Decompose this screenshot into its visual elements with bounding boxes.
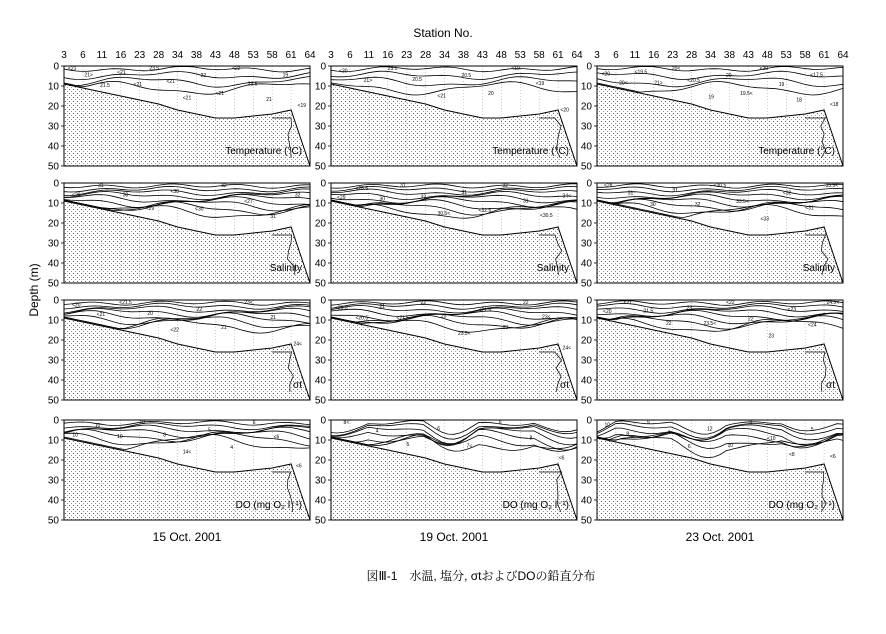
- station-tick-label: 61: [818, 50, 830, 61]
- contour-line: [597, 421, 843, 437]
- contour-label: <20.5: [687, 77, 700, 84]
- contour-label: <33: [760, 216, 769, 223]
- contour-label: <30.5: [539, 213, 553, 219]
- depth-tick-label: 20: [580, 101, 592, 113]
- contour-label: 34<: [562, 193, 572, 200]
- depth-tick-label: 20: [314, 335, 326, 347]
- contour-label: 21>: [363, 77, 373, 84]
- contour-label: 32: [294, 192, 301, 199]
- depth-tick-label: 50: [580, 395, 592, 407]
- contour-label: <10: [767, 436, 776, 443]
- contour-label: <19.5: [634, 69, 648, 76]
- contour-label: <20: [759, 66, 769, 72]
- contour-label: 24<: [293, 341, 302, 348]
- depth-tick-label: 30: [314, 121, 326, 133]
- depth-tick-label: 10: [47, 315, 59, 327]
- contour-label: <27: [244, 198, 253, 205]
- station-tick-label: 16: [648, 50, 660, 61]
- depth-tick-label: 40: [580, 375, 592, 387]
- contour-label: 18: [796, 97, 802, 104]
- contour-label: <30: [195, 206, 204, 213]
- contour-label: 32: [420, 194, 427, 201]
- contour-label: 4: [375, 428, 379, 435]
- contour-label: 23.5<: [703, 320, 717, 327]
- contour-label: 31: [98, 183, 104, 189]
- station-tick-label: 34: [704, 50, 717, 61]
- depth-tick-label: 50: [47, 161, 59, 173]
- depth-tick-label: 20: [314, 218, 326, 230]
- contour-label: 8: [529, 435, 533, 442]
- depth-tick-label: 20: [47, 218, 59, 230]
- panel-variable-label: σt: [560, 380, 569, 391]
- contour-label: <29: [145, 206, 155, 213]
- station-tick-label: 53: [780, 50, 792, 61]
- depth-tick-label: 20: [47, 455, 59, 467]
- contour-label: 21: [221, 325, 227, 331]
- station-tick-label: 34: [171, 50, 184, 61]
- contour-line: [64, 67, 310, 72]
- contour-label: 30: [379, 196, 386, 203]
- depth-tick-label: 0: [586, 295, 592, 307]
- contour-label: 31: [672, 187, 679, 194]
- contour-label: <30: [170, 189, 179, 196]
- contour-label: <21: [623, 300, 633, 306]
- panel-variable-label: Salinity: [802, 263, 835, 274]
- contour-line: [597, 303, 843, 308]
- contour-label: 33.5<: [736, 198, 749, 205]
- contour-label: 32: [221, 183, 227, 189]
- contour-label: 10: [139, 420, 146, 426]
- depth-tick-label: 10: [47, 435, 59, 447]
- depth-tick-label: 0: [320, 415, 326, 427]
- contour-label: 23.5: [247, 81, 258, 88]
- seabed-area: [64, 318, 310, 400]
- station-tick-label: 23: [134, 50, 146, 61]
- depth-tick-label: 10: [580, 198, 592, 210]
- contour-label: 8<: [343, 420, 350, 426]
- contour-label: <21.5: [396, 315, 410, 322]
- contour-label: 31: [270, 213, 276, 220]
- panel-variable-label: Salinity: [269, 263, 302, 274]
- x-axis-title: Station No.: [413, 26, 473, 40]
- depth-tick-label: 0: [586, 178, 592, 190]
- contour-label: <21: [67, 66, 77, 72]
- contour-label: <21.5: [119, 300, 132, 306]
- station-tick-label: 3: [61, 50, 67, 61]
- depth-tick-label: 10: [314, 198, 326, 210]
- contour-line: [331, 301, 577, 305]
- contour-label: 9: [749, 420, 753, 426]
- panel-variable-label: DO (mg O₂ l⁻¹): [768, 500, 835, 511]
- depth-tick-label: 40: [580, 258, 592, 270]
- contour-label: <20: [560, 107, 569, 114]
- station-tick-label: 6: [613, 50, 619, 61]
- contour-label: 10: [604, 422, 611, 429]
- depth-tick-label: 20: [580, 218, 592, 230]
- contour-label: 4: [230, 445, 234, 451]
- contour-label: 22: [200, 73, 207, 80]
- contour-label: 31: [627, 190, 634, 197]
- y-axis-title: Depth (m): [27, 263, 41, 317]
- panel-variable-label: σt: [293, 380, 302, 391]
- contour-label: 8: [626, 431, 630, 438]
- contour-label: <29: [337, 195, 346, 202]
- contour-label: 21: [379, 303, 386, 310]
- contour-label: <21: [96, 311, 106, 318]
- contour-label: <19: [297, 102, 307, 109]
- contour-label: <22: [726, 300, 735, 306]
- contour-label: 31: [400, 183, 406, 189]
- contour-label: <30.5: [713, 183, 727, 189]
- contour-label: <6: [295, 463, 302, 470]
- depth-tick-label: 30: [580, 121, 592, 133]
- contour-label: 5: [810, 426, 814, 433]
- depth-tick-label: 0: [586, 61, 592, 73]
- contour-line: [331, 428, 577, 446]
- contour-line: [64, 301, 310, 305]
- station-tick-label: 48: [228, 50, 240, 61]
- depth-tick-label: 30: [47, 238, 59, 250]
- station-tick-label: 43: [209, 50, 221, 61]
- depth-tick-label: 10: [314, 315, 326, 327]
- contour-label: 20: [147, 311, 153, 318]
- contour-label: 4: [667, 430, 671, 437]
- contour-label: 33.5<: [825, 183, 839, 189]
- depth-tick-label: 0: [320, 61, 326, 73]
- station-tick-label: 11: [96, 50, 108, 61]
- depth-tick-label: 0: [53, 61, 59, 73]
- depth-tick-label: 10: [580, 315, 592, 327]
- contour-label: 6: [498, 420, 502, 426]
- depth-tick-label: 30: [314, 355, 326, 367]
- contour-label: 10: [117, 433, 123, 440]
- depth-tick-label: 20: [47, 101, 59, 113]
- contour-line: [331, 67, 577, 75]
- contour-label: 23: [768, 333, 775, 340]
- depth-tick-label: 10: [314, 435, 326, 447]
- station-tick-label: 28: [686, 50, 698, 61]
- contour-label: <24: [808, 322, 817, 329]
- contour-label: <19: [535, 80, 545, 87]
- station-tick-label: 43: [742, 50, 754, 61]
- contour-label: 32: [502, 183, 509, 189]
- station-tick-label: 6: [347, 50, 353, 61]
- contour-label: 30: [650, 201, 656, 208]
- date-label: 23 Oct. 2001: [685, 530, 755, 544]
- contour-label: <20: [601, 71, 611, 78]
- contour-label: 20<: [671, 66, 681, 72]
- contour-label: 5: [208, 427, 211, 434]
- contour-label: 30.5<: [437, 211, 451, 218]
- depth-tick-label: 20: [580, 335, 592, 347]
- seabed-area: [597, 318, 843, 400]
- contour-label: 23<: [244, 300, 253, 306]
- station-tick-label: 61: [285, 50, 297, 61]
- contour-label: <28: [72, 192, 81, 199]
- date-label: 15 Oct. 2001: [152, 530, 222, 544]
- contour-label: 6: [687, 444, 691, 450]
- contour-label: <28: [603, 183, 613, 189]
- contour-label: <22: [231, 66, 241, 72]
- contour-label: <21: [215, 91, 225, 97]
- contour-label: 22: [666, 321, 672, 328]
- station-tick-label: 48: [495, 50, 507, 61]
- contour-label: <20.5: [355, 315, 369, 322]
- depth-tick-label: 40: [314, 258, 326, 270]
- contour-label: 22: [523, 300, 529, 306]
- station-tick-label: 43: [476, 50, 488, 61]
- depth-tick-label: 20: [580, 455, 592, 467]
- depth-tick-label: 0: [320, 178, 326, 190]
- contour-panels: [48, 50, 849, 544]
- depth-tick-label: 40: [47, 141, 59, 153]
- contour-label: 20.5: [412, 77, 422, 84]
- depth-tick-label: 40: [47, 258, 59, 270]
- contour-label: 23: [502, 324, 509, 331]
- contour-label: 21>: [84, 72, 93, 79]
- contour-label: <21: [182, 95, 192, 102]
- contour-line: [597, 192, 843, 200]
- depth-tick-label: 50: [314, 515, 326, 527]
- contour-label: 12: [707, 426, 713, 433]
- contour-label: 19: [708, 94, 714, 101]
- contour-label: <17.5: [810, 72, 823, 79]
- contour-label: 23<: [542, 314, 551, 321]
- contour-label: <6: [558, 455, 565, 462]
- station-tick-label: 3: [328, 50, 334, 61]
- contour-line: [64, 421, 310, 426]
- depth-tick-label: 50: [47, 515, 59, 527]
- depth-tick-label: 30: [580, 475, 592, 487]
- depth-tick-label: 0: [53, 295, 59, 307]
- station-tick-label: 28: [153, 50, 165, 61]
- contour-label: 24.5<: [826, 300, 840, 306]
- contour-line: [331, 424, 577, 440]
- depth-tick-label: 30: [47, 475, 59, 487]
- depth-tick-label: 30: [580, 355, 592, 367]
- contour-label: <22: [170, 327, 179, 334]
- contour-label: 20<: [619, 80, 628, 87]
- depth-tick-label: 50: [47, 395, 59, 407]
- station-tick-label: 48: [761, 50, 773, 61]
- panel-variable-label: Temperature (°C): [758, 146, 835, 157]
- contour-label: <28.5: [355, 186, 369, 193]
- station-tick-label: 34: [438, 50, 451, 61]
- depth-tick-label: 30: [580, 238, 592, 250]
- contour-label: <6: [829, 453, 836, 460]
- depth-tick-label: 50: [580, 515, 592, 527]
- contour-label: <19: [511, 66, 520, 72]
- contour-label: 21: [270, 314, 276, 321]
- contour-label: <23: [787, 307, 797, 314]
- contour-label: <8: [788, 451, 795, 458]
- contour-label: 14<: [182, 449, 192, 456]
- contour-label: 19: [282, 72, 289, 79]
- contour-label: 5: [406, 441, 410, 448]
- station-tick-label: 38: [190, 50, 203, 61]
- station-tick-label: 23: [401, 50, 413, 61]
- contour-label: 23.5: [149, 66, 160, 72]
- panel-variable-label: DO (mg O₂ l⁻¹): [235, 500, 302, 511]
- contour-label: <21: [117, 70, 126, 76]
- contour-label: 21.5: [100, 82, 110, 89]
- depth-tick-label: 10: [47, 198, 59, 210]
- depth-tick-label: 50: [580, 278, 592, 290]
- depth-tick-label: 40: [314, 495, 326, 507]
- station-tick-label: 58: [533, 50, 545, 61]
- contour-label: 21>: [654, 80, 663, 87]
- contour-label: 8: [163, 432, 166, 439]
- contour-label: <20.5: [334, 305, 348, 312]
- station-tick-label: 58: [266, 50, 278, 61]
- depth-tick-label: 0: [53, 415, 59, 427]
- contour-label: <20: [72, 302, 81, 309]
- station-tick-label: 3: [594, 50, 600, 61]
- contour-label: 19: [778, 81, 785, 88]
- contour-label: <18: [829, 102, 839, 108]
- depth-tick-label: 40: [47, 375, 59, 387]
- contour-label: 23: [686, 305, 693, 312]
- depth-tick-label: 30: [47, 121, 59, 133]
- contour-label: 20.5: [461, 73, 472, 80]
- contour-label: <21: [437, 93, 446, 100]
- station-tick-label: 64: [571, 50, 583, 61]
- contour-label: <31: [805, 205, 814, 212]
- contour-label: 22: [196, 307, 203, 314]
- contour-line: [597, 306, 843, 314]
- depth-tick-label: 40: [314, 141, 326, 153]
- depth-tick-label: 0: [320, 295, 326, 307]
- depth-tick-label: 20: [314, 455, 326, 467]
- depth-tick-label: 30: [314, 475, 326, 487]
- contour-label: <20: [339, 68, 348, 75]
- contour-label: 30: [122, 192, 129, 199]
- contour-label: 23.5: [387, 66, 398, 72]
- contour-label: <6: [273, 434, 280, 441]
- date-label: 19 Oct. 2001: [419, 530, 489, 544]
- depth-tick-label: 40: [580, 141, 592, 153]
- contour-label: <32.5: [478, 208, 492, 214]
- depth-tick-label: 10: [580, 435, 592, 447]
- contour-label: 23: [441, 313, 447, 320]
- depth-tick-label: 40: [580, 495, 592, 507]
- panel-variable-label: σt: [826, 380, 835, 391]
- depth-tick-label: 50: [314, 278, 326, 290]
- contour-label: 10: [94, 423, 101, 430]
- station-tick-label: 64: [304, 50, 316, 61]
- station-tick-label: 53: [247, 50, 259, 61]
- depth-tick-label: 10: [580, 81, 592, 93]
- depth-tick-label: 30: [314, 238, 326, 250]
- contour-label: <21: [166, 78, 175, 85]
- contour-label: 10: [72, 432, 78, 439]
- contour-label: 23.5<: [457, 331, 471, 338]
- contour-label: 21.5: [643, 308, 654, 315]
- contour-label: 7<: [466, 443, 473, 450]
- contour-label: 31: [523, 198, 529, 205]
- station-tick-label: 58: [799, 50, 811, 61]
- contour-label: <20: [603, 309, 612, 316]
- depth-tick-label: 20: [47, 335, 59, 347]
- depth-tick-label: 30: [47, 355, 59, 367]
- station-tick-label: 16: [115, 50, 127, 61]
- depth-tick-label: 40: [47, 495, 59, 507]
- depth-tick-label: 50: [47, 278, 59, 290]
- depth-tick-label: 50: [314, 161, 326, 173]
- station-tick-label: 23: [667, 50, 679, 61]
- contour-label: 22: [748, 316, 754, 323]
- depth-tick-label: 0: [586, 415, 592, 427]
- contour-line: [64, 72, 310, 80]
- contour-label: 6: [437, 426, 440, 432]
- contour-label: 19.5<: [740, 90, 753, 97]
- contour-line: [331, 427, 577, 444]
- contour-line: [597, 301, 843, 306]
- station-tick-label: 38: [457, 50, 470, 61]
- panel-variable-label: Temperature (°C): [225, 146, 302, 157]
- figure-caption: 図Ⅲ-1 水温, 塩分, σtおよびDOの鉛直分布: [366, 569, 596, 583]
- contour-label: 20: [726, 73, 732, 79]
- station-tick-label: 11: [629, 50, 641, 61]
- contour-label: 31: [461, 190, 468, 196]
- station-tick-label: 16: [382, 50, 394, 61]
- contour-label: <21.5: [478, 307, 492, 314]
- depth-tick-label: 0: [53, 178, 59, 190]
- contour-label: 22: [420, 300, 427, 306]
- panel-variable-label: Salinity: [536, 263, 569, 274]
- station-tick-label: 53: [514, 50, 526, 61]
- depth-tick-label: 40: [314, 375, 326, 387]
- station-tick-label: 64: [837, 50, 849, 61]
- station-tick-label: 6: [80, 50, 86, 61]
- panel-variable-label: Temperature (°C): [492, 146, 569, 157]
- contour-line: [597, 194, 843, 203]
- station-tick-label: 28: [420, 50, 432, 61]
- contour-label: 10: [727, 443, 734, 450]
- contour-label: <21: [133, 81, 143, 88]
- contour-label: 21: [266, 97, 272, 104]
- station-tick-label: 11: [363, 50, 375, 61]
- depth-tick-label: 50: [580, 161, 592, 173]
- station-tick-label: 38: [723, 50, 736, 61]
- contour-label: 24<: [562, 345, 572, 352]
- contour-label: 32: [694, 202, 701, 208]
- depth-tick-label: 20: [314, 101, 326, 113]
- contour-label: 9: [646, 420, 650, 426]
- station-tick-label: 61: [552, 50, 564, 61]
- contour-label: 6: [252, 420, 256, 426]
- depth-tick-label: 10: [47, 81, 59, 93]
- contour-label: 20: [488, 91, 494, 97]
- depth-tick-label: 50: [314, 395, 326, 407]
- panel-variable-label: DO (mg O₂ l⁻¹): [502, 500, 569, 511]
- contour-label: <32: [782, 190, 792, 197]
- depth-tick-label: 10: [314, 81, 326, 93]
- contour-line: [597, 78, 843, 87]
